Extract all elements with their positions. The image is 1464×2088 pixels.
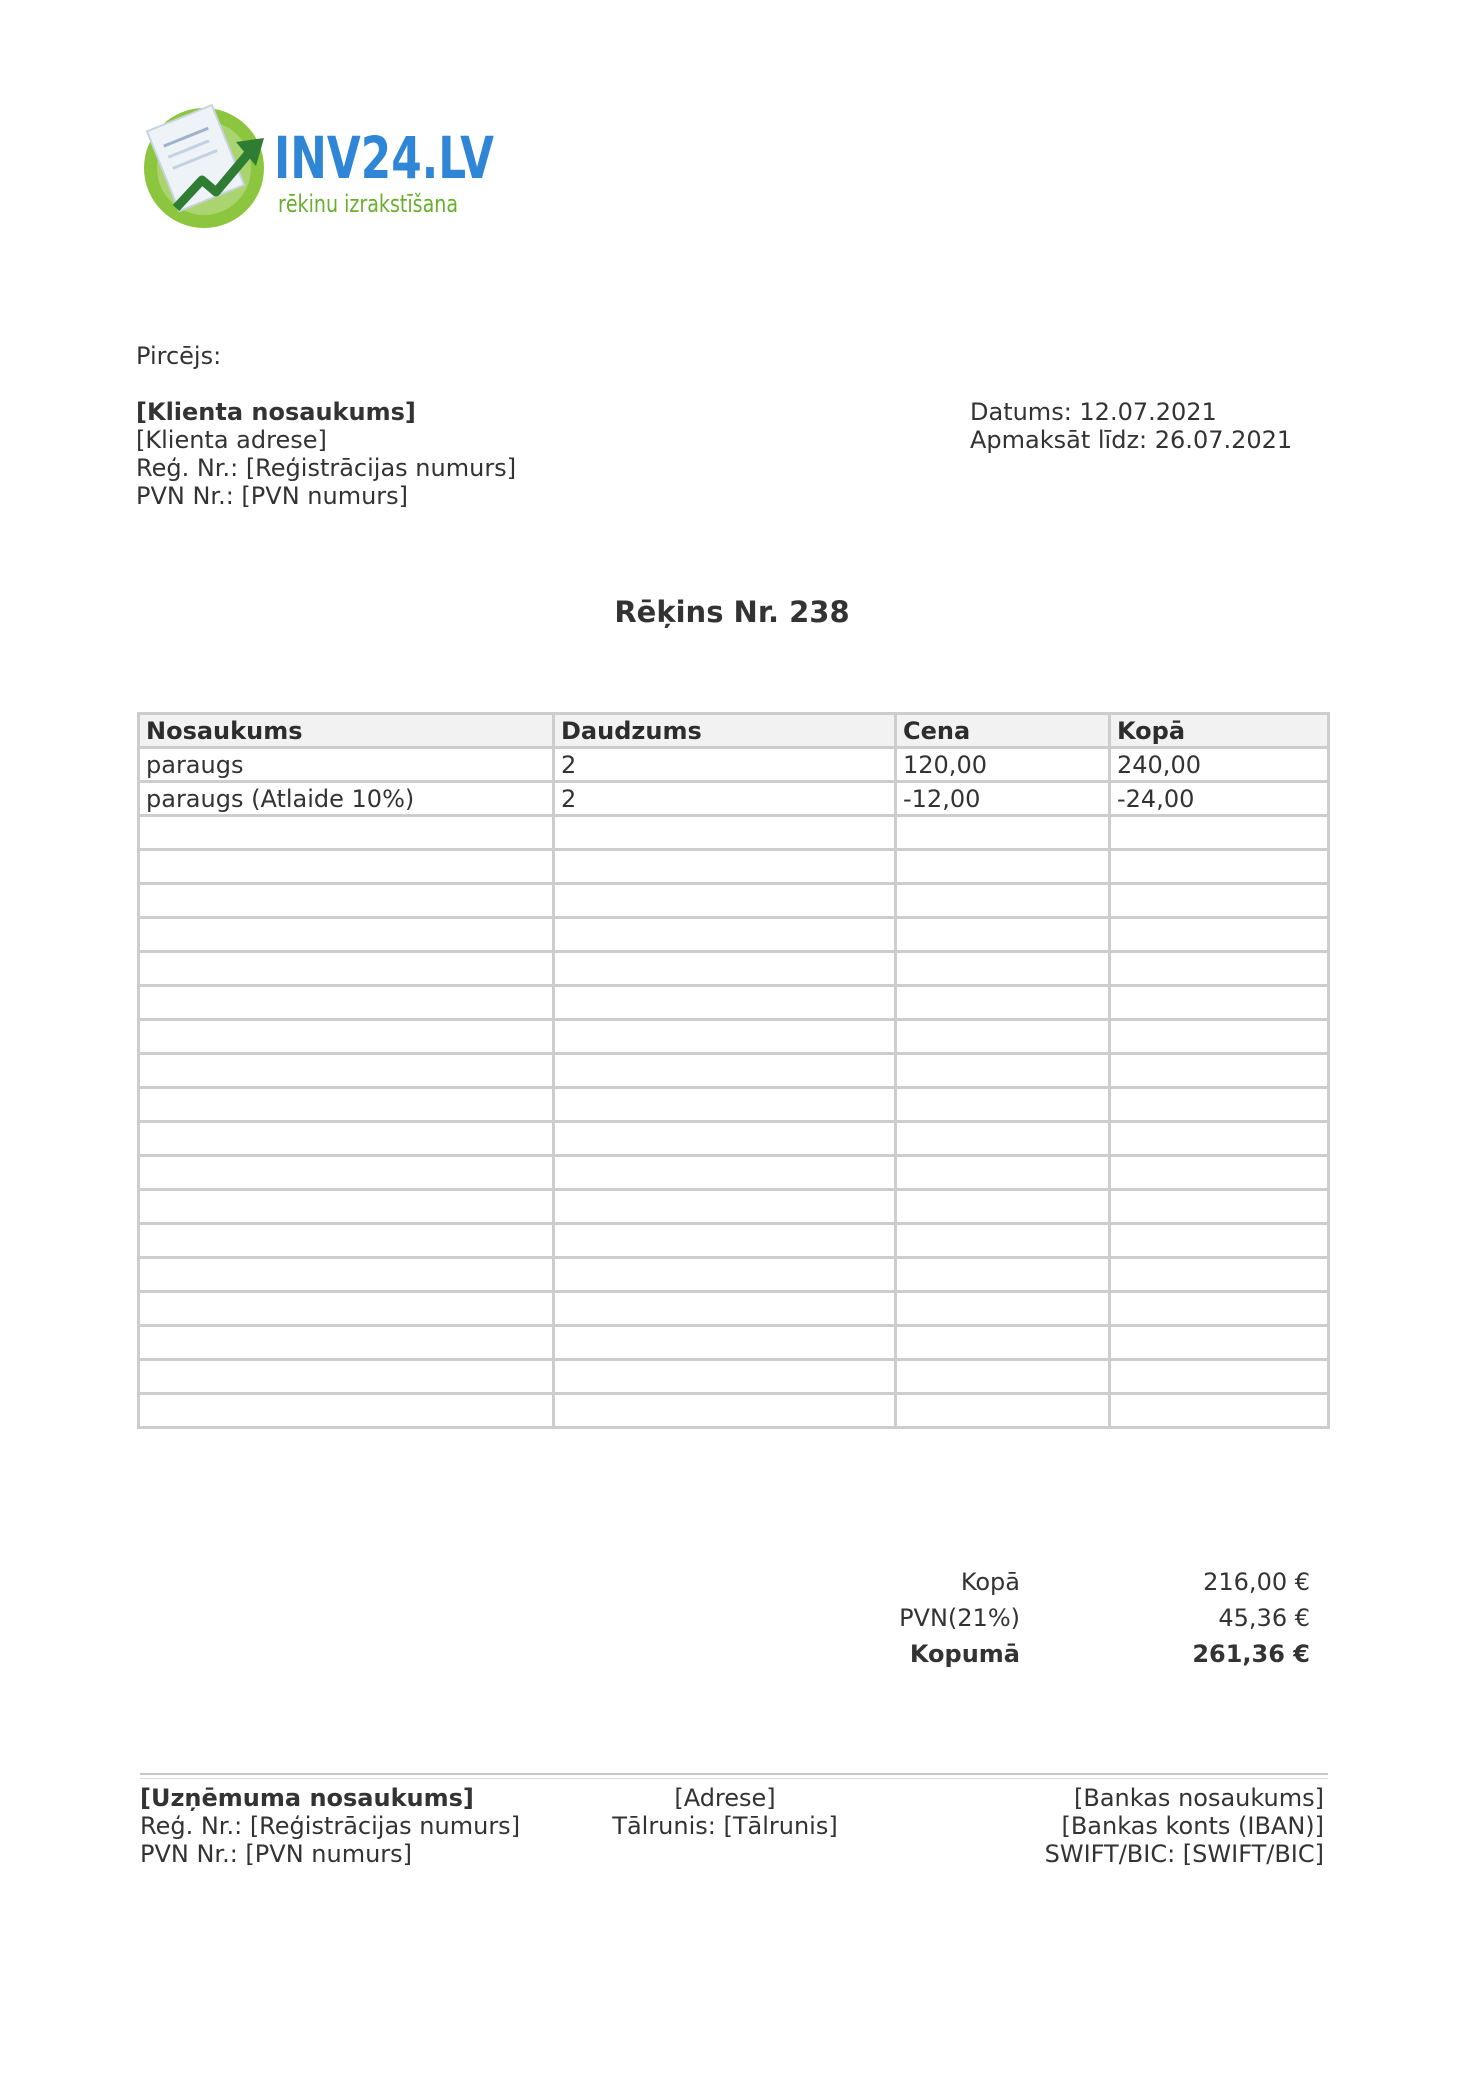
cell-total	[1110, 1258, 1329, 1292]
invoice-title: Rēķins Nr. 238	[614, 595, 850, 629]
vat-value: 45,36 €	[1218, 1604, 1310, 1632]
table-row-empty	[139, 1020, 1329, 1054]
due-date: Apmaksāt līdz: 26.07.2021	[970, 426, 1293, 454]
table-row-empty	[139, 816, 1329, 850]
column-header-total: Kopā	[1110, 714, 1329, 748]
cell-quantity: 2	[554, 748, 896, 782]
cell-total	[1110, 816, 1329, 850]
cell-name	[139, 1156, 554, 1190]
cell-total	[1110, 986, 1329, 1020]
cell-price	[896, 850, 1110, 884]
cell-quantity	[554, 918, 896, 952]
logo-brand: INV24.LV	[274, 124, 495, 192]
table-row-empty	[139, 850, 1329, 884]
grand-total-row	[860, 1636, 1310, 1672]
footer-iban: [Bankas konts (IBAN)]	[1061, 1812, 1324, 1840]
column-header-price: Cena	[896, 714, 1110, 748]
footer-company-info	[140, 1784, 520, 1868]
cell-name	[139, 1054, 554, 1088]
cell-total	[1110, 884, 1329, 918]
cell-name	[139, 952, 554, 986]
cell-quantity	[554, 816, 896, 850]
totals-block	[860, 1564, 1310, 1672]
cell-quantity	[554, 1326, 896, 1360]
cell-quantity	[554, 1360, 896, 1394]
cell-quantity	[554, 1054, 896, 1088]
company-logo	[136, 96, 516, 236]
table-row-empty	[139, 1292, 1329, 1326]
cell-price	[896, 986, 1110, 1020]
vat-row	[860, 1600, 1310, 1636]
cell-price: 120,00	[896, 748, 1110, 782]
table-row	[139, 748, 1329, 782]
cell-quantity	[554, 1258, 896, 1292]
cell-price	[896, 1020, 1110, 1054]
cell-quantity	[554, 850, 896, 884]
cell-name	[139, 1190, 554, 1224]
cell-name	[139, 1394, 554, 1428]
cell-price	[896, 1054, 1110, 1088]
cell-price	[896, 884, 1110, 918]
cell-total: -24,00	[1110, 782, 1329, 816]
cell-price	[896, 1088, 1110, 1122]
cell-name: paraugs (Atlaide 10%)	[139, 782, 554, 816]
cell-quantity	[554, 1020, 896, 1054]
cell-name	[139, 1326, 554, 1360]
grand-total-value: 261,36 €	[1192, 1640, 1310, 1668]
subtotal-label: Kopā	[960, 1568, 1020, 1596]
cell-name	[139, 1122, 554, 1156]
cell-total	[1110, 1122, 1329, 1156]
cell-total	[1110, 1394, 1329, 1428]
cell-total	[1110, 1292, 1329, 1326]
table-row-empty	[139, 1190, 1329, 1224]
footer-bank-info	[960, 1784, 1324, 1868]
logo-tagline: rēkinu izrakstīšana	[278, 190, 458, 218]
cell-total	[1110, 1088, 1329, 1122]
cell-quantity	[554, 1224, 896, 1258]
cell-quantity	[554, 1156, 896, 1190]
cell-price	[896, 1122, 1110, 1156]
table-row-empty	[139, 1394, 1329, 1428]
cell-total: 240,00	[1110, 748, 1329, 782]
cell-name	[139, 884, 554, 918]
cell-total	[1110, 850, 1329, 884]
footer-vat-number: PVN Nr.: [PVN numurs]	[140, 1840, 413, 1868]
cell-price	[896, 918, 1110, 952]
cell-quantity	[554, 1088, 896, 1122]
invoice-date: Datums: 12.07.2021	[970, 398, 1217, 426]
buyer-reg-number: Reģ. Nr.: [Reģistrācijas numurs]	[136, 454, 517, 482]
column-header-name: Nosaukums	[139, 714, 554, 748]
column-header-quantity: Daudzums	[554, 714, 896, 748]
cell-total	[1110, 1190, 1329, 1224]
cell-name	[139, 1088, 554, 1122]
cell-total	[1110, 1360, 1329, 1394]
cell-quantity	[554, 1394, 896, 1428]
buyer-block	[136, 398, 516, 510]
cell-total	[1110, 1156, 1329, 1190]
invoice-dates	[970, 398, 1292, 454]
footer-company-name: [Uzņēmuma nosaukums]	[140, 1784, 474, 1812]
cell-price	[896, 1156, 1110, 1190]
cell-total	[1110, 918, 1329, 952]
footer-swift: SWIFT/BIC: [SWIFT/BIC]	[1044, 1840, 1324, 1868]
cell-quantity	[554, 1122, 896, 1156]
footer-reg-number: Reģ. Nr.: [Reģistrācijas numurs]	[140, 1812, 521, 1840]
cell-total	[1110, 1020, 1329, 1054]
cell-name: paraugs	[139, 748, 554, 782]
cell-price	[896, 1394, 1110, 1428]
table-row-empty	[139, 1326, 1329, 1360]
cell-price: -12,00	[896, 782, 1110, 816]
footer-divider-thin	[140, 1778, 1328, 1779]
cell-price	[896, 1326, 1110, 1360]
cell-price	[896, 1224, 1110, 1258]
cell-price	[896, 1292, 1110, 1326]
cell-name	[139, 986, 554, 1020]
cell-price	[896, 1258, 1110, 1292]
cell-name	[139, 850, 554, 884]
table-row	[139, 782, 1329, 816]
cell-quantity	[554, 986, 896, 1020]
cell-price	[896, 1360, 1110, 1394]
footer-address: [Adrese]	[674, 1784, 776, 1812]
cell-name	[139, 1224, 554, 1258]
table-row-empty	[139, 1360, 1329, 1394]
table-header-row	[139, 714, 1329, 748]
cell-total	[1110, 952, 1329, 986]
cell-price	[896, 1190, 1110, 1224]
footer-phone: Tālrunis: [Tālrunis]	[612, 1812, 838, 1840]
table-row-empty	[139, 884, 1329, 918]
table-row-empty	[139, 952, 1329, 986]
items-table	[137, 712, 1330, 1429]
cell-quantity	[554, 952, 896, 986]
cell-total	[1110, 1224, 1329, 1258]
cell-quantity	[554, 1190, 896, 1224]
table-row-empty	[139, 1122, 1329, 1156]
grand-total-label: Kopumā	[909, 1640, 1020, 1668]
cell-total	[1110, 1326, 1329, 1360]
cell-quantity: 2	[554, 782, 896, 816]
buyer-label: Pircējs:	[136, 342, 222, 370]
subtotal-row	[860, 1564, 1310, 1600]
buyer-vat-number: PVN Nr.: [PVN numurs]	[136, 482, 409, 510]
footer-divider	[140, 1773, 1328, 1775]
cell-name	[139, 1020, 554, 1054]
footer-contact-info	[570, 1784, 880, 1840]
cell-price	[896, 952, 1110, 986]
subtotal-value: 216,00 €	[1203, 1568, 1310, 1596]
cell-name	[139, 918, 554, 952]
cell-total	[1110, 1054, 1329, 1088]
cell-name	[139, 816, 554, 850]
cell-quantity	[554, 884, 896, 918]
cell-name	[139, 1258, 554, 1292]
table-row-empty	[139, 986, 1329, 1020]
table-row-empty	[139, 1088, 1329, 1122]
table-row-empty	[139, 918, 1329, 952]
cell-name	[139, 1292, 554, 1326]
table-row-empty	[139, 1156, 1329, 1190]
table-row-empty	[139, 1054, 1329, 1088]
buyer-name: [Klienta nosaukums]	[136, 398, 416, 426]
cell-price	[896, 816, 1110, 850]
table-row-empty	[139, 1224, 1329, 1258]
table-row-empty	[139, 1258, 1329, 1292]
cell-quantity	[554, 1292, 896, 1326]
cell-name	[139, 1360, 554, 1394]
buyer-address: [Klienta adrese]	[136, 426, 327, 454]
footer-bank-name: [Bankas nosaukums]	[1074, 1784, 1324, 1812]
vat-label: PVN(21%)	[899, 1604, 1020, 1632]
